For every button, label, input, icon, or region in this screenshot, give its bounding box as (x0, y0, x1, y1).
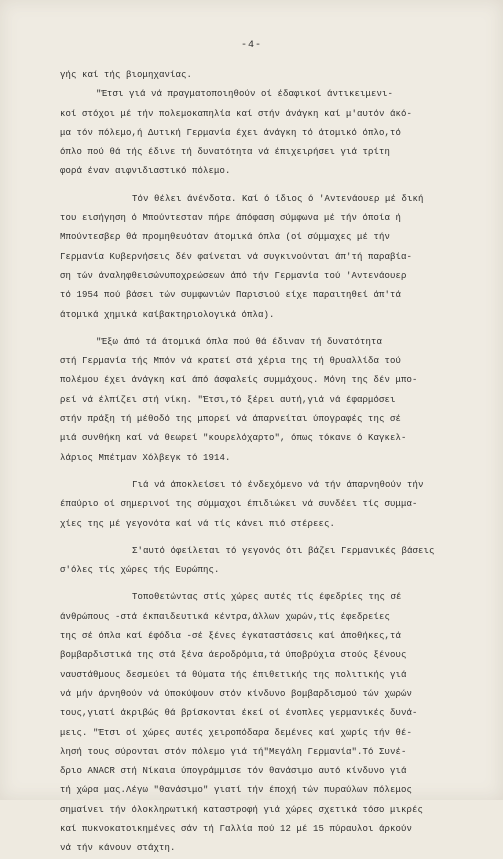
paragraph-gap (60, 580, 480, 588)
text-line: Γιά νά άποκλείσει τό ένδεχόμενο νά τήν άπαρνηθούν τήν (132, 479, 424, 490)
text-line: χίες της μέ γεγονότα καί νά τίς κάνει πιό στέρεες. (60, 518, 336, 529)
text-line: νά τήν κάνουν στάχτη. (60, 843, 176, 854)
text-line: ρεί νά έλπίζει στή νίκη. "Έτσι,τό ξέρει αυτή,γιά νά έφαρμόσει (60, 394, 396, 405)
text-line: νά μήν άρνηθούν νά ύποκύψουν στόν κίνδυνο βομβαρδισμού τών χωρών (60, 688, 413, 699)
paragraph-gap (60, 534, 480, 542)
text-line: ναυστάθμους δεσμεύει τά θύματα τής έπιθετικής της πολιτικής γιά (60, 669, 407, 680)
text-line: μα τόν πόλεμο,ή Δυτική Γερμανία έχει άνάγκη τό άτομικό όπλο,τό (60, 127, 402, 138)
text-line: άνθρώπους -στά έκπαιδευτικά κέντρα,άλλων χωρών,τίς έφεδρείες (60, 611, 391, 622)
text-line: λησή τους σύρονται στόν πόλεμο γιά τή"Μεγάλη Γερμανία".Τό Συνέ- (60, 746, 407, 757)
text-line: Σ'αυτό όφείλεται τό γεγονός ότι βάζει Γερμανικές βάσεις (132, 545, 435, 556)
text-line: "Έξω άπό τά άτομικά όπλα πού θά έδιναν τή δυνατότητα (96, 336, 383, 347)
text-line: βομβαρδιστικά της στά ξένα άεροδρόμια,τά ύποβρύχια στούς ξένους (60, 650, 407, 661)
text-line: του εισήγηση ό Μπούντεσταν πήρε άπόφαση σύμφωνα μέ τήν όποία ή (60, 213, 402, 224)
page-number: -4- (240, 40, 262, 51)
text-line: Μπούντεσβερ θά προμηθευόταν άτομικά όπλα (οί σύμμαχες μέ τήν (60, 232, 391, 243)
text-line: φορά έναν αιφνιδιαστικό πόλεμο. (60, 166, 231, 177)
text-line: άτομικά χημικά καίβακτηριολογικά όπλα). (60, 309, 275, 320)
text-line: στήν πράξη τή μέθοδό της μπορεί νά άπαρνείται ύπογραφές της σέ (60, 414, 402, 425)
text-line: ση τών άναληφθεισώνυποχρεώσεων άπό τήν Γερμανία τού 'Αντενάουερ (60, 270, 407, 281)
paragraph-gap (60, 182, 480, 190)
paragraph-gap (60, 325, 480, 333)
text-line: όπλο πού θά τής έδινε τή δυνατότητα νά έπιχειρήσει γιά τρίτη (60, 147, 391, 158)
text-line: καί πυκνοκατοικημένες σάν τή Γαλλία πού 12 μέ 15 πύραυλοι άρκούν (60, 823, 413, 834)
document-body (60, 66, 480, 859)
text-line: τή χώρα μας.Λέγω "θανάσιμο" γιατί τήν έποχή τών πυραύλων πόλεμος (60, 785, 413, 796)
text-line: Τόν θέλει άνένδοτα. Καί ό ίδιος ό 'Αντενάουερ μέ δική (132, 193, 424, 204)
text-line: Γερμανία Κυβερνήσεις δέν φαίνεται νά συγκινούνται άπ'τή παραβία- (60, 251, 413, 262)
text-line: δριο ANACR στή Νίκαια ύπογράμμισε τόν θανάσιμο αυτό κίνδυνο γιά (60, 766, 407, 777)
text-line: στή Γερμανία τής Μπόν νά κρατεί στά χέρια της τή θρυαλλίδα τού (60, 356, 402, 367)
text-line: σ'όλες τίς χώρες τής Ευρώπης. (60, 565, 220, 576)
text-line: Τοποθετώντας στίς χώρες αυτές τίς έφεδρίες της σέ (132, 592, 402, 603)
text-line: της σέ όπλα καί έφόδια -σέ ξένες έγκαταστάσεις καί άποθήκες,τά (60, 631, 402, 642)
text-line: σημαίνει τήν όλοκληρωτική καταστροφή γιά χώρες σχετικά τόσο μικρές (60, 804, 424, 815)
text-line: τό 1954 πού βάσει τών συμφωνιών Παρισιού είχε παραιτηθεί άπ'τά (60, 290, 402, 301)
text-line: μεις. "Έτσι οί χώρες αυτές χειροπόδαρα δεμένες καί χωρίς τήν θέ- (60, 727, 413, 738)
text-line: τους,γιατί άκριβώς θά βρίσκονται έκεί οί ένοπλες γερμανικές δυνά- (60, 708, 418, 719)
text-line: λάριος Μπέτμαν Χόλβεγκ τό 1914. (60, 452, 231, 463)
paragraph-gap (60, 468, 480, 476)
text-line: γής καί τής βιομηχανίας. (60, 70, 193, 80)
text-line: πολέμου έχει άνάγκη καί άπό άσφαλείς συμμάχους. Μόνη της δέν μπο- (60, 375, 418, 386)
text-line: κοί στόχοι μέ τήν πολεμοκαπηλία καί στήν άνάγκη καί μ'αυτόν άκό- (60, 108, 413, 119)
text-line: μιά συνθήκη καί νά θεωρεί "κουρελόχαρτο", όπως τόκανε ό Καγκελ- (60, 433, 407, 444)
text-line: έπαύριο οί σημερινοί της σύμμαχοι έπιδιώκει νά συνδέει τίς συμμα- (60, 499, 418, 510)
text-line: "Έτσι γιά νά πραγματοποιηθούν οί έδαφικοί άντικειμενι- (96, 89, 394, 100)
